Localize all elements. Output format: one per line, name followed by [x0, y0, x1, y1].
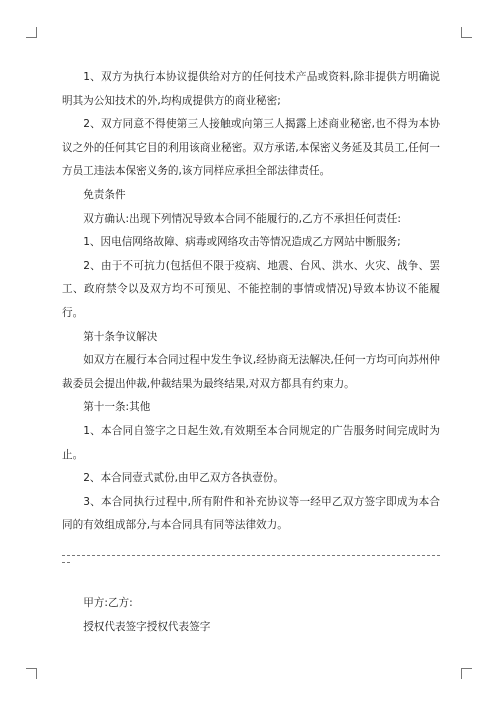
- paragraph-confidential-1: 1、双方为执行本协议提供给对方的任何技术产品或资料,除非提供方明确说明其为公知技术的外,均构成提供方的商业秘密;: [62, 71, 440, 107]
- crop-mark-top-right: [461, 27, 472, 38]
- separator-dashed-line: [62, 550, 440, 574]
- paragraph-exemption-intro: 双方确认:出现下列情况导致本合同不能履行的,乙方不承担任何责任:: [83, 212, 401, 225]
- paragraph-other-2: 2、本合同壹式贰份,由甲乙双方各执壹份。: [83, 472, 284, 485]
- dashed-rule-tail: [62, 562, 70, 563]
- paragraph-other-1: 1、本合同自签字之日起生效,有效期至本合同规定的广告服务时间完成时为止。: [62, 424, 440, 461]
- crop-mark-bottom-right: [461, 668, 472, 679]
- paragraph-confidential-2: 2、双方同意不得使第三人接触或向第三人揭露上述商业秘密,也不得为本协议之外的任何其它目的利用该商业秘密。双方承诺,本保密义务延及其员工,任何一方员工违法本保密义务的,该方同样应承担全部法律责任。: [62, 118, 440, 178]
- paragraph-exemption-1: 1、因电信网络故障、病毒或网络攻击等情况造成乙方网站中断服务;: [83, 236, 401, 249]
- heading-article-10: 第十条争议解决: [83, 330, 158, 343]
- heading-exemption: 免责条件: [83, 188, 126, 201]
- crop-mark-top-left: [26, 27, 37, 38]
- crop-mark-bottom-left: [26, 668, 37, 679]
- paragraph-other-3: 3、本合同执行过程中,所有附件和补充协议等一经甲乙双方签字即成为本合同的有效组成部分,与本合同具有同等法律效力。: [62, 495, 440, 532]
- signature-signers: 授权代表签字授权代表签字: [83, 620, 211, 633]
- dashed-rule: [62, 555, 440, 556]
- signature-block: [62, 592, 440, 639]
- paragraph-dispute: 如双方在履行本合同过程中发生争议,经协商无法解决,任何一方均可向苏州仲裁委员会提出仲裁,仲裁结果为最终结果,对双方都具有约束力。: [62, 354, 440, 390]
- signature-parties: 甲方:乙方:: [83, 597, 133, 609]
- document-body: [62, 66, 440, 538]
- paragraph-exemption-2: 2、由于不可抗力(包括但不限于疫病、地震、台风、洪水、火灾、战争、罢工、政府禁令以及双方均不可预见、不能控制的事情或情况)导致本协议不能履行。: [62, 259, 440, 319]
- heading-article-11: 第十一条:其他: [83, 401, 151, 414]
